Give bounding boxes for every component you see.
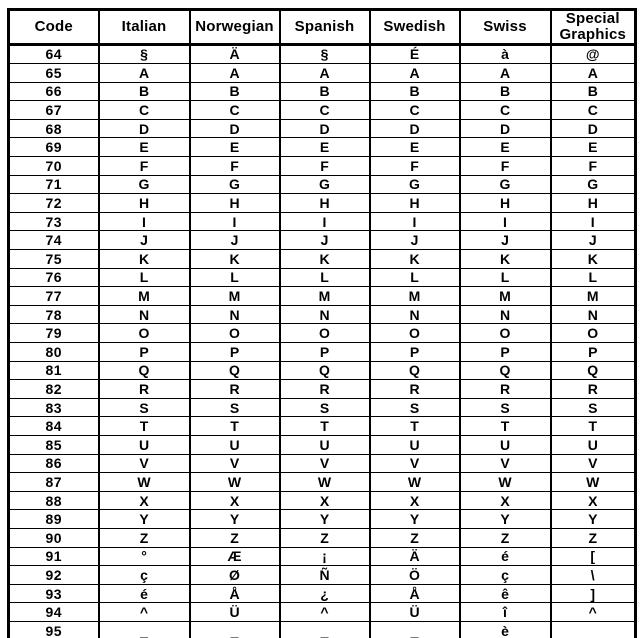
code-cell: 73: [9, 212, 99, 231]
character-cell: K: [370, 250, 460, 269]
character-cell: J: [551, 231, 636, 250]
character-cell: O: [460, 324, 551, 343]
character-cell: B: [551, 82, 636, 101]
character-cell: X: [551, 491, 636, 510]
character-cell: E: [551, 138, 636, 157]
code-cell: 77: [9, 287, 99, 306]
character-cell: C: [280, 101, 370, 120]
code-cell: 93: [9, 584, 99, 603]
character-cell: [: [551, 547, 636, 566]
character-cell: X: [280, 491, 370, 510]
code-cell: 78: [9, 305, 99, 324]
character-cell: è: [460, 621, 551, 638]
character-cell: K: [99, 250, 190, 269]
table-row: [9, 454, 636, 473]
character-cell: N: [190, 305, 280, 324]
character-cell: _: [370, 621, 460, 638]
character-cell: F: [280, 157, 370, 176]
code-cell: 68: [9, 119, 99, 138]
character-cell: K: [460, 250, 551, 269]
character-cell: Y: [370, 510, 460, 529]
character-cell: A: [551, 64, 636, 83]
character-cell: W: [280, 473, 370, 492]
character-cell: H: [99, 194, 190, 213]
character-cell: C: [99, 101, 190, 120]
character-cell: L: [370, 268, 460, 287]
table-row: [9, 157, 636, 176]
character-cell: Q: [551, 361, 636, 380]
character-cell: ^: [99, 603, 190, 622]
character-cell: Q: [370, 361, 460, 380]
table-row: [9, 380, 636, 399]
character-cell: B: [190, 82, 280, 101]
code-cell: 94: [9, 603, 99, 622]
character-cell: H: [460, 194, 551, 213]
table-row: [9, 305, 636, 324]
character-cell: G: [460, 175, 551, 194]
character-cell: @: [551, 44, 636, 64]
code-cell: 75: [9, 250, 99, 269]
table-row: [9, 361, 636, 380]
column-header-italian: Italian: [99, 10, 190, 45]
character-cell: Q: [280, 361, 370, 380]
character-cell: S: [280, 398, 370, 417]
character-cell: M: [460, 287, 551, 306]
character-cell: ê: [460, 584, 551, 603]
code-cell: 80: [9, 343, 99, 362]
character-cell: V: [190, 454, 280, 473]
character-cell: L: [460, 268, 551, 287]
character-cell: W: [190, 473, 280, 492]
code-cell: 74: [9, 231, 99, 250]
code-cell: 76: [9, 268, 99, 287]
table-row: [9, 250, 636, 269]
character-cell: J: [370, 231, 460, 250]
character-cell: D: [190, 119, 280, 138]
character-cell: O: [551, 324, 636, 343]
character-cell: G: [370, 175, 460, 194]
table-row: [9, 584, 636, 603]
table-row: [9, 473, 636, 492]
character-cell: Z: [551, 528, 636, 547]
character-cell: M: [99, 287, 190, 306]
character-cell: B: [370, 82, 460, 101]
table-row: [9, 175, 636, 194]
code-cell: 67: [9, 101, 99, 120]
character-cell: Ö: [370, 566, 460, 585]
character-cell: ]: [551, 584, 636, 603]
table-row: [9, 138, 636, 157]
character-cell: K: [551, 250, 636, 269]
character-cell: Z: [370, 528, 460, 547]
character-cell: \: [551, 566, 636, 585]
character-cell: Z: [99, 528, 190, 547]
character-cell: S: [370, 398, 460, 417]
character-cell: Y: [99, 510, 190, 529]
character-cell: Y: [280, 510, 370, 529]
character-cell: ¿: [280, 584, 370, 603]
character-cell: L: [280, 268, 370, 287]
character-cell: P: [280, 343, 370, 362]
character-cell: D: [551, 119, 636, 138]
code-cell: 90: [9, 528, 99, 547]
character-cell: ç: [460, 566, 551, 585]
character-cell: R: [190, 380, 280, 399]
character-cell: I: [551, 212, 636, 231]
table-row: [9, 398, 636, 417]
character-cell: Æ: [190, 547, 280, 566]
character-cell: I: [99, 212, 190, 231]
character-cell: I: [460, 212, 551, 231]
character-cell: O: [370, 324, 460, 343]
character-cell: J: [460, 231, 551, 250]
character-cell: E: [460, 138, 551, 157]
character-cell: P: [551, 343, 636, 362]
character-cell: T: [190, 417, 280, 436]
table-row: [9, 547, 636, 566]
character-cell: Y: [190, 510, 280, 529]
character-cell: T: [460, 417, 551, 436]
character-cell: V: [99, 454, 190, 473]
character-cell: U: [190, 435, 280, 454]
column-header-spanish: Spanish: [280, 10, 370, 45]
character-cell: Ü: [370, 603, 460, 622]
code-cell: 85: [9, 435, 99, 454]
character-cell: N: [280, 305, 370, 324]
character-cell: S: [551, 398, 636, 417]
character-cell: P: [190, 343, 280, 362]
character-cell: J: [280, 231, 370, 250]
character-cell: ç: [99, 566, 190, 585]
table-row: [9, 566, 636, 585]
table-row: [9, 603, 636, 622]
code-cell: 92: [9, 566, 99, 585]
character-cell: D: [280, 119, 370, 138]
character-cell: M: [280, 287, 370, 306]
character-cell: X: [370, 491, 460, 510]
character-cell: X: [460, 491, 551, 510]
table-row: [9, 491, 636, 510]
character-cell: V: [370, 454, 460, 473]
character-cell: B: [280, 82, 370, 101]
character-cell: A: [370, 64, 460, 83]
character-cell: §: [99, 44, 190, 64]
character-cell: ¡: [280, 547, 370, 566]
code-cell: 69: [9, 138, 99, 157]
character-cell: V: [280, 454, 370, 473]
character-cell: _: [99, 621, 190, 638]
character-cell: A: [460, 64, 551, 83]
character-cell: F: [99, 157, 190, 176]
character-cell: E: [370, 138, 460, 157]
character-cell: C: [551, 101, 636, 120]
character-cell: L: [190, 268, 280, 287]
character-cell: Q: [460, 361, 551, 380]
character-cell: R: [370, 380, 460, 399]
table-row: [9, 268, 636, 287]
character-cell: N: [551, 305, 636, 324]
character-cell: R: [460, 380, 551, 399]
table-row: [9, 343, 636, 362]
character-cell: U: [370, 435, 460, 454]
character-cell: ^: [551, 603, 636, 622]
column-header-swiss: Swiss: [460, 10, 551, 45]
code-cell: 79: [9, 324, 99, 343]
character-cell: à: [460, 44, 551, 64]
character-cell: I: [280, 212, 370, 231]
character-cell: Y: [551, 510, 636, 529]
character-cell: Z: [460, 528, 551, 547]
character-cell: Å: [190, 584, 280, 603]
character-cell: _: [190, 621, 280, 638]
table-row: [9, 231, 636, 250]
character-cell: R: [551, 380, 636, 399]
character-cell: Y: [460, 510, 551, 529]
character-cell: G: [99, 175, 190, 194]
character-cell: K: [280, 250, 370, 269]
table-row: [9, 212, 636, 231]
table-row: [9, 621, 636, 638]
character-cell: M: [370, 287, 460, 306]
column-header-swedish: Swedish: [370, 10, 460, 45]
code-cell: 70: [9, 157, 99, 176]
character-cell: J: [190, 231, 280, 250]
character-cell: H: [190, 194, 280, 213]
code-cell: 71: [9, 175, 99, 194]
code-cell: 83: [9, 398, 99, 417]
character-cell: B: [460, 82, 551, 101]
character-cell: E: [280, 138, 370, 157]
character-cell: T: [370, 417, 460, 436]
character-cell: É: [370, 44, 460, 64]
character-cell: M: [551, 287, 636, 306]
character-cell: é: [99, 584, 190, 603]
character-cell: C: [460, 101, 551, 120]
character-cell: R: [280, 380, 370, 399]
character-cell: U: [280, 435, 370, 454]
code-cell: 86: [9, 454, 99, 473]
code-cell: 82: [9, 380, 99, 399]
character-cell: Ø: [190, 566, 280, 585]
table-row: [9, 510, 636, 529]
character-cell: O: [280, 324, 370, 343]
table-row: [9, 435, 636, 454]
character-cell: é: [460, 547, 551, 566]
character-cell: G: [551, 175, 636, 194]
character-cell: F: [551, 157, 636, 176]
table-row: [9, 287, 636, 306]
character-cell: î: [460, 603, 551, 622]
character-cell: S: [99, 398, 190, 417]
character-cell: V: [460, 454, 551, 473]
code-cell: 81: [9, 361, 99, 380]
column-header-code: Code: [9, 10, 99, 45]
character-cell: P: [99, 343, 190, 362]
code-cell: 91: [9, 547, 99, 566]
character-cell: L: [551, 268, 636, 287]
character-cell: S: [460, 398, 551, 417]
character-cell: P: [370, 343, 460, 362]
code-cell: 64: [9, 44, 99, 64]
character-cell: R: [99, 380, 190, 399]
column-header-special-graphics: Special Graphics: [551, 10, 636, 45]
character-cell: N: [370, 305, 460, 324]
character-cell: I: [190, 212, 280, 231]
character-cell: W: [370, 473, 460, 492]
character-cell: Å: [370, 584, 460, 603]
character-cell: Ä: [370, 547, 460, 566]
table-row: [9, 324, 636, 343]
character-cell: T: [551, 417, 636, 436]
character-cell: P: [460, 343, 551, 362]
character-cell: Ä: [190, 44, 280, 64]
character-cell: D: [370, 119, 460, 138]
column-header-norwegian: Norwegian: [190, 10, 280, 45]
character-cell: Q: [99, 361, 190, 380]
table-row: [9, 417, 636, 436]
character-cell: N: [460, 305, 551, 324]
character-cell: Q: [190, 361, 280, 380]
character-cell: ^: [280, 603, 370, 622]
character-cell: T: [99, 417, 190, 436]
character-cell: S: [190, 398, 280, 417]
character-cell: G: [280, 175, 370, 194]
character-cell: X: [190, 491, 280, 510]
character-cell: F: [190, 157, 280, 176]
character-cell: C: [370, 101, 460, 120]
table-row: [9, 528, 636, 547]
character-cell: E: [190, 138, 280, 157]
character-cell: B: [99, 82, 190, 101]
character-cell: W: [99, 473, 190, 492]
table-body: [9, 44, 636, 638]
code-cell: 66: [9, 82, 99, 101]
table-row: [9, 194, 636, 213]
table-row: [9, 119, 636, 138]
character-cell: O: [190, 324, 280, 343]
table-row: [9, 44, 636, 64]
code-cell: 65: [9, 64, 99, 83]
character-cell: F: [370, 157, 460, 176]
code-cell: 72: [9, 194, 99, 213]
character-cell: Z: [280, 528, 370, 547]
character-cell: W: [551, 473, 636, 492]
character-code-table: [7, 8, 637, 638]
character-cell: L: [99, 268, 190, 287]
code-cell: 88: [9, 491, 99, 510]
character-cell: Ü: [190, 603, 280, 622]
character-cell: _: [280, 621, 370, 638]
character-cell: M: [190, 287, 280, 306]
character-cell: K: [190, 250, 280, 269]
character-cell: U: [551, 435, 636, 454]
character-cell: G: [190, 175, 280, 194]
character-cell: U: [99, 435, 190, 454]
code-cell: 95: [9, 621, 99, 638]
character-cell: D: [460, 119, 551, 138]
table-row: [9, 64, 636, 83]
character-cell: X: [99, 491, 190, 510]
character-cell: J: [99, 231, 190, 250]
character-cell: C: [190, 101, 280, 120]
character-cell: Z: [190, 528, 280, 547]
character-cell: O: [99, 324, 190, 343]
character-cell: [551, 621, 636, 638]
character-cell: V: [551, 454, 636, 473]
character-cell: N: [99, 305, 190, 324]
character-cell: H: [370, 194, 460, 213]
character-cell: §: [280, 44, 370, 64]
character-cell: H: [280, 194, 370, 213]
character-cell: A: [99, 64, 190, 83]
character-cell: Ñ: [280, 566, 370, 585]
code-cell: 89: [9, 510, 99, 529]
character-cell: E: [99, 138, 190, 157]
table-row: [9, 82, 636, 101]
character-cell: F: [460, 157, 551, 176]
code-cell: 87: [9, 473, 99, 492]
character-cell: H: [551, 194, 636, 213]
code-cell: 84: [9, 417, 99, 436]
character-cell: W: [460, 473, 551, 492]
character-cell: U: [460, 435, 551, 454]
character-cell: °: [99, 547, 190, 566]
character-cell: A: [190, 64, 280, 83]
table-row: [9, 101, 636, 120]
header-row: [9, 10, 636, 45]
character-cell: T: [280, 417, 370, 436]
character-cell: I: [370, 212, 460, 231]
character-cell: A: [280, 64, 370, 83]
character-cell: D: [99, 119, 190, 138]
